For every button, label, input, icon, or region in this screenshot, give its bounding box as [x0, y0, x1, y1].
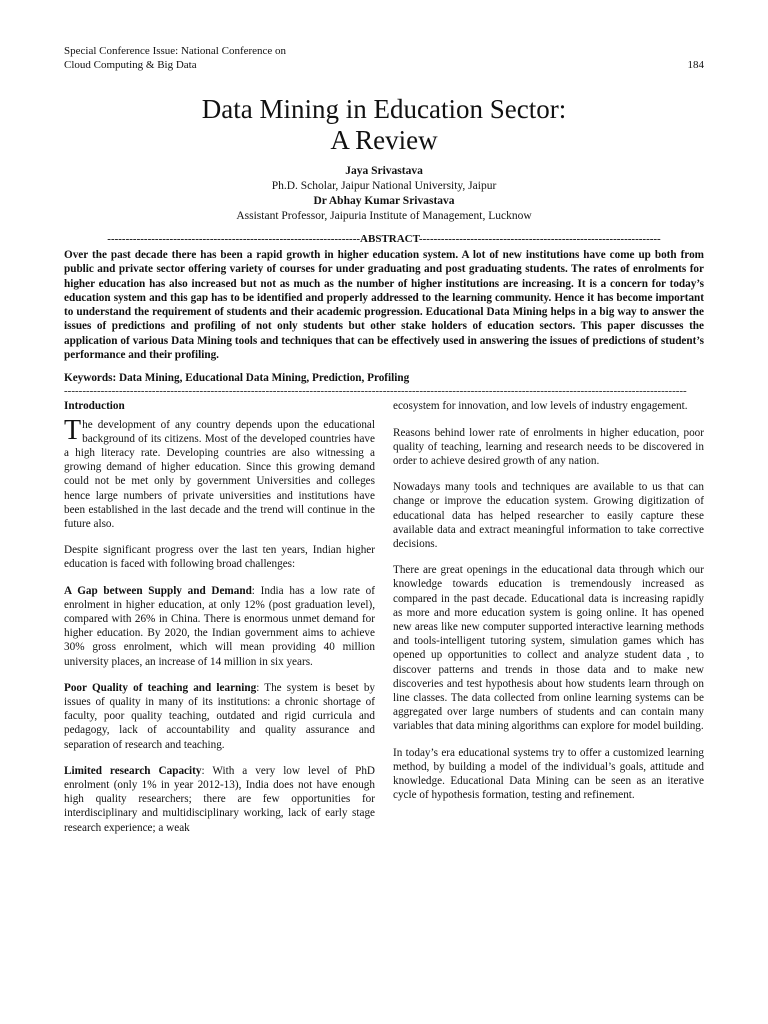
author-name: Jaya Srivastava [345, 165, 423, 177]
paragraph: Despite significant progress over the last ten years, Indian higher education is faced with following broad challenges: [64, 544, 375, 571]
paragraph: Reasons behind lower rate of enrolments in higher education, poor quality of teaching, learning and research needs to be discovered in order to achieve desired growth of any nation. [393, 426, 704, 467]
intro-paragraph [64, 414, 375, 532]
paragraph [64, 764, 375, 835]
paragraph [64, 681, 375, 752]
paragraph-lead: Poor Quality of teaching and learning [64, 681, 257, 694]
paragraph-text: : India has a low rate of enrolment in higher education, at only 12% (post graduation level), compared with 26% in China. There is enormous unmet demand for higher education. By 2020, the Indian government aims to achieve 30% gross enrolment, which will mean providing 40 million university places, an increase of 14 million in six years. [64, 584, 375, 668]
paragraph: Nowadays many tools and techniques are available to us that can change or improve the education system. Growing digitization of educational data has helped researcher to easily capture these available data and extract meaningful information to take corrective decisions. [393, 481, 704, 550]
right-column [393, 399, 704, 846]
section-divider: -------------------------------------------------------------------------------------------------------------------------------------------------------------------------- [64, 387, 687, 396]
intro-text: he development of any country depends upon the educational background of its citizens. Most of the developed countries have a high literacy rate. Developing countries are also witnessing a growing demand of higher education. Since this growing demand could not be met only by government Universities and colleges hence large numbers of private universities and institutions have been established in the last decade and the trend will continue in the future also. [64, 418, 375, 530]
page-number: 184 [687, 59, 704, 71]
drop-cap: T [64, 414, 82, 446]
section-heading-introduction: Introduction [64, 400, 125, 413]
paragraph: There are great openings in the educational data through which our knowledge towards education is tremendously increased as compared in the past decade. Educational data is increasing rapidly as more and more education system is going online. It has opened new areas like new computer supported interactive learning methods and tools-intelligent tutoring system, simulation games which has opened up opportunities to collect and analyze student data , to discover patterns and trends in those data and to make new discoveries and test hypothesis about how students learn through on line classes. The data collected from online learning systems can be aggregated over large numbers of students and can contain many variables that data mining algorithms can explore for model building. [393, 564, 704, 733]
journal-issue [64, 44, 484, 72]
paper-page [64, 44, 704, 847]
paragraph-lead: A Gap between Supply and Demand [64, 584, 252, 597]
running-header [64, 44, 704, 72]
paragraph-text: : With a very low level of PhD enrolment (only 1% in year 2012-13), India does not have enough high quality researchers; there are few opportunities for interdisciplinary and multidisciplinary working, lack of early stage research experience; a weak [64, 764, 375, 834]
keywords: Keywords: Data Mining, Educational Data Mining, Prediction, Profiling [64, 372, 410, 385]
paragraph-lead: Limited research Capacity [64, 764, 202, 777]
author-block [64, 164, 704, 224]
abstract-divider: ---------------------------------------------------------------------ABSTRACT------------------------------------------------------------------ [107, 233, 661, 245]
author-name: Dr Abhay Kumar Srivastava [313, 195, 455, 207]
paragraph: ecosystem for innovation, and low levels of industry engagement. [393, 400, 688, 413]
author-affiliation: Assistant Professor, Jaipuria Institute of Management, Lucknow [236, 210, 532, 222]
author-affiliation: Ph.D. Scholar, Jaipur National University, Jaipur [271, 180, 497, 192]
body-columns [64, 399, 704, 846]
journal-issue-line2: Cloud Computing & Big Data [64, 59, 197, 71]
title-line1: Data Mining in Education Sector: [201, 94, 567, 124]
paper-title [64, 94, 704, 156]
paragraph-text: : The system is beset by issues of quality in many of its institutions: a chronic shortage of faculty, poor quality teaching, outdated and rigid curricula and pedagogy, lack of accountability and quality assurance and separation of research and teaching. [64, 681, 376, 751]
abstract-text: Over the past decade there has been a rapid growth in higher education system. A lot of new institutions have come up both from public and private sector offering variety of courses for under graduating and post graduating students. The rates of enrolments for higher education has also increased but not as much as the number of higher institutions are increasing. It is a concern for today’s education system and this gap has to be identified and properly addressed to the learning community. Hence it has become important to understand the requirement of students and their academic progression. Educational Data Mining helps in a big way to answer the issues of predictions and profiling of not only students but other stake holders of education sectors. This paper discusses the application of various Data Mining tools and techniques that can be effectively used in answering the issues of predictions of student’s performance and their profiling. [64, 249, 704, 362]
abstract-label: ABSTRACT [360, 233, 419, 245]
left-column [64, 399, 375, 846]
paragraph: In today’s era educational systems try to offer a customized learning method, by building a model of the individual’s goals, attitude and knowledge. Educational Data Mining can be seen as an iterative cycle of hypothesis formation, testing and refinement. [393, 746, 704, 802]
journal-issue-line1: Special Conference Issue: National Conference on [64, 45, 287, 57]
paragraph [64, 584, 375, 669]
title-line2: A Review [330, 125, 438, 155]
